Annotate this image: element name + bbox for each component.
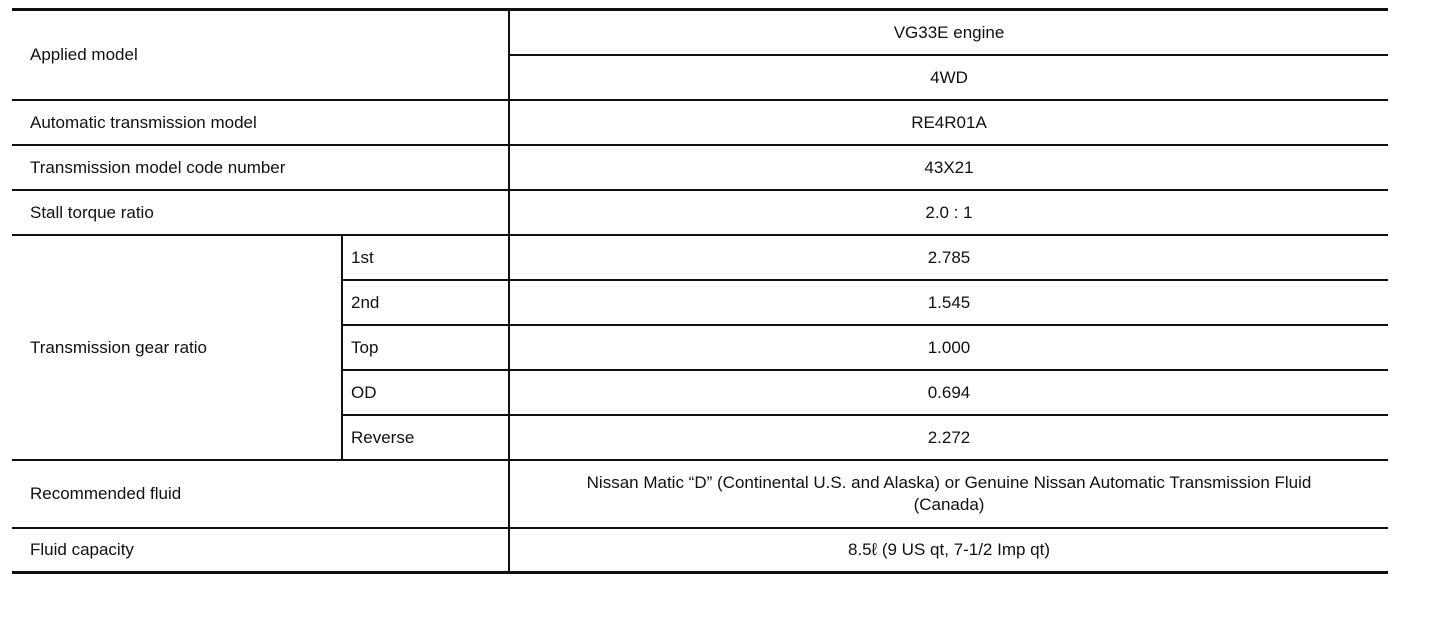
at-model-label: Automatic transmission model [12, 100, 509, 145]
fluid-capacity-value: 8.5ℓ (9 US qt, 7-1/2 Imp qt) [847, 540, 1051, 559]
table-row [12, 100, 1388, 145]
table-row [12, 190, 1388, 235]
table-row [12, 145, 1388, 190]
recommended-fluid-label: Recommended fluid [12, 460, 509, 528]
stall-torque-value: 2.0 : 1 [509, 190, 1388, 235]
gear-name: Reverse [342, 415, 509, 460]
table-row [12, 10, 1388, 56]
gear-value: 2.785 [509, 235, 1388, 280]
table-row [12, 528, 1388, 573]
engine-value: VG33E engine [509, 10, 1388, 56]
at-model-value: RE4R01A [509, 100, 1388, 145]
gear-name: 1st [342, 235, 509, 280]
gear-ratio-label: Transmission gear ratio [12, 235, 342, 460]
specifications-table [12, 8, 1388, 574]
gear-name: 2nd [342, 280, 509, 325]
recommended-fluid-value: Nissan Matic “D” (Continental U.S. and Alaska) or Genuine Nissan Automatic Transmission Fluid (Canada) [509, 460, 1388, 528]
gear-value: 1.000 [509, 325, 1388, 370]
model-code-value: 43X21 [509, 145, 1388, 190]
fluid-capacity-label: Fluid capacity [12, 528, 509, 573]
gear-name: OD [342, 370, 509, 415]
model-code-label: Transmission model code number [12, 145, 509, 190]
drive-value: 4WD [509, 55, 1388, 100]
gear-name: Top [342, 325, 509, 370]
applied-model-label: Applied model [12, 10, 509, 101]
gear-value: 0.694 [509, 370, 1388, 415]
stall-torque-label: Stall torque ratio [12, 190, 509, 235]
table-row [12, 235, 1388, 280]
gear-value: 1.545 [509, 280, 1388, 325]
gear-value: 2.272 [509, 415, 1388, 460]
table-row [12, 460, 1388, 528]
